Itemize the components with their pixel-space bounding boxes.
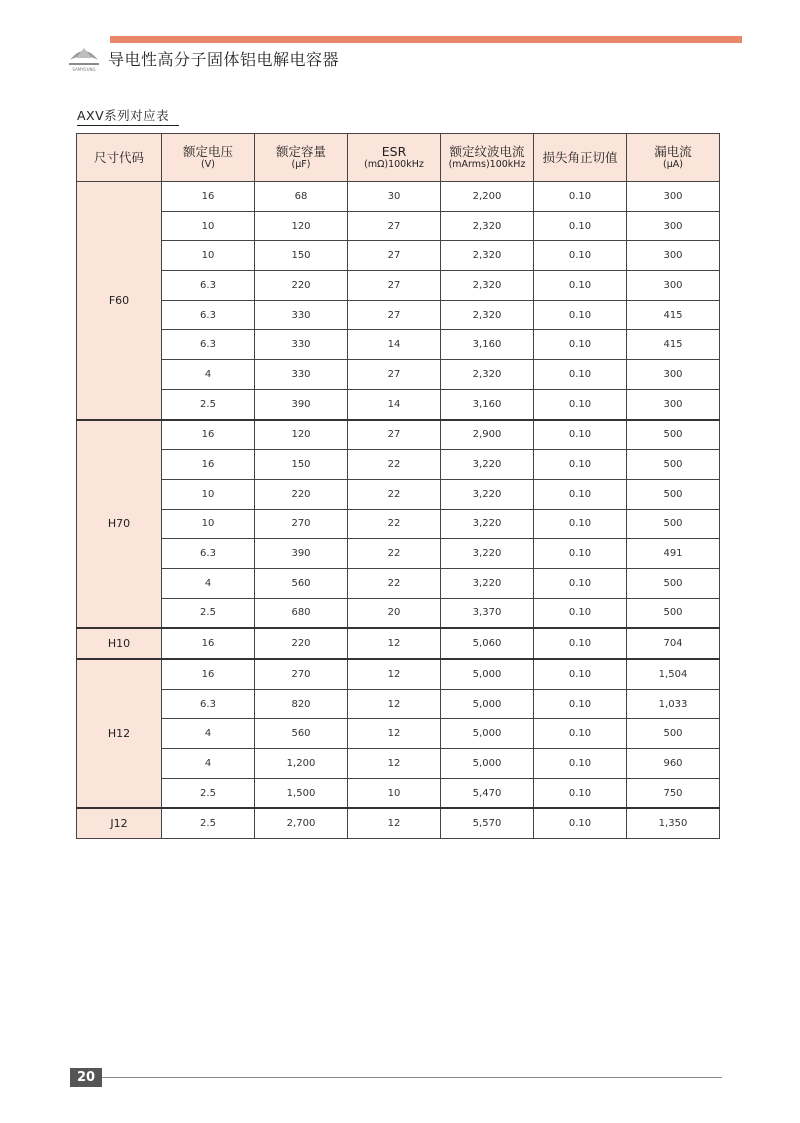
column-header-label: 漏电流 [654, 144, 692, 159]
table-cell: 16 [162, 450, 255, 480]
table-cell: 5,000 [441, 719, 534, 749]
table-row [77, 182, 720, 212]
table-cell: 120 [255, 211, 348, 241]
table-cell: 300 [627, 211, 720, 241]
table-row [77, 211, 720, 241]
column-header-unit: (V) [201, 159, 215, 170]
table-cell: 2,320 [441, 241, 534, 271]
table-cell: 10 [162, 211, 255, 241]
table-cell: 0.10 [534, 182, 627, 212]
table-cell: 20 [348, 598, 441, 628]
table-row [77, 420, 720, 450]
table-row [77, 628, 720, 659]
table-cell: 3,220 [441, 450, 534, 480]
table-header-row [77, 134, 720, 182]
table-cell: 1,500 [255, 778, 348, 808]
column-header [534, 134, 627, 182]
table-cell: 330 [255, 300, 348, 330]
page-title: 导电性高分子固体铝电解电容器 [108, 50, 340, 69]
table-cell: 680 [255, 598, 348, 628]
table-cell: 3,220 [441, 568, 534, 598]
table-cell: 220 [255, 628, 348, 659]
column-header-label: 损失角正切值 [542, 150, 618, 165]
table-row [77, 360, 720, 390]
table-cell: 14 [348, 389, 441, 419]
table-cell: 3,370 [441, 598, 534, 628]
table-cell: 12 [348, 659, 441, 689]
table-cell: 16 [162, 659, 255, 689]
table-body [77, 182, 720, 839]
table-cell: 5,000 [441, 749, 534, 779]
column-header [441, 134, 534, 182]
column-header-label: ESR [381, 144, 407, 159]
table-row [77, 241, 720, 271]
table-cell: 0.10 [534, 749, 627, 779]
table-cell: 270 [255, 659, 348, 689]
table-cell: 560 [255, 568, 348, 598]
table-row [77, 330, 720, 360]
column-header-unit: (mΩ)100kHz [364, 159, 424, 170]
table-cell: 0.10 [534, 689, 627, 719]
table-cell: 1,504 [627, 659, 720, 689]
table-cell: 0.10 [534, 808, 627, 838]
table-cell: 500 [627, 568, 720, 598]
table-cell: 27 [348, 420, 441, 450]
column-header-unit: (mArms)100kHz [448, 159, 526, 170]
table-row [77, 689, 720, 719]
table-cell: 22 [348, 539, 441, 569]
table-cell: 704 [627, 628, 720, 659]
table-cell: 390 [255, 389, 348, 419]
table-cell: 150 [255, 450, 348, 480]
table-cell: 12 [348, 719, 441, 749]
table-cell: 0.10 [534, 509, 627, 539]
size-code-cell: H12 [77, 659, 162, 808]
size-code-cell: J12 [77, 808, 162, 838]
table-cell: 500 [627, 598, 720, 628]
table-cell: 2,320 [441, 360, 534, 390]
table-cell: 12 [348, 628, 441, 659]
table-cell: 2.5 [162, 389, 255, 419]
table-cell: 0.10 [534, 420, 627, 450]
table-cell: 14 [348, 330, 441, 360]
table-cell: 220 [255, 479, 348, 509]
table-cell: 415 [627, 300, 720, 330]
table-cell: 2,700 [255, 808, 348, 838]
table-cell: 150 [255, 241, 348, 271]
column-header [255, 134, 348, 182]
table-cell: 27 [348, 300, 441, 330]
table-cell: 1,350 [627, 808, 720, 838]
table-cell: 10 [162, 509, 255, 539]
table-cell: 0.10 [534, 211, 627, 241]
table-cell: 300 [627, 389, 720, 419]
table-cell: 500 [627, 509, 720, 539]
column-header [627, 134, 720, 182]
table-cell: 960 [627, 749, 720, 779]
table-row [77, 509, 720, 539]
table-cell: 0.10 [534, 598, 627, 628]
table-cell: 0.10 [534, 778, 627, 808]
table-cell: 2,320 [441, 271, 534, 301]
table-row [77, 598, 720, 628]
table-cell: 6.3 [162, 330, 255, 360]
table-cell: 6.3 [162, 300, 255, 330]
page-number: 20 [70, 1068, 102, 1087]
table-cell: 750 [627, 778, 720, 808]
table-cell: 0.10 [534, 479, 627, 509]
table-cell: 0.10 [534, 360, 627, 390]
table-cell: 0.10 [534, 628, 627, 659]
table-cell: 300 [627, 360, 720, 390]
table-cell: 27 [348, 211, 441, 241]
column-header [348, 134, 441, 182]
table-cell: 22 [348, 450, 441, 480]
column-header-label: 尺寸代码 [93, 150, 144, 165]
table-row [77, 749, 720, 779]
table-cell: 500 [627, 719, 720, 749]
table-cell: 560 [255, 719, 348, 749]
table-cell: 5,000 [441, 659, 534, 689]
table-cell: 6.3 [162, 271, 255, 301]
table-cell: 0.10 [534, 539, 627, 569]
table-cell: 10 [162, 241, 255, 271]
table-title: AXV系列对应表 [77, 106, 179, 126]
table-cell: 27 [348, 241, 441, 271]
table-row [77, 808, 720, 838]
svg-text:SAMYOUNG: SAMYOUNG [72, 67, 96, 72]
table-cell: 2,320 [441, 211, 534, 241]
table-cell: 10 [162, 479, 255, 509]
table-row [77, 719, 720, 749]
table-cell: 500 [627, 479, 720, 509]
company-logo [66, 38, 102, 74]
table-cell: 0.10 [534, 719, 627, 749]
table-row [77, 271, 720, 301]
table-cell: 0.10 [534, 389, 627, 419]
column-header-label: 额定纹波电流 [449, 144, 525, 159]
table-row [77, 450, 720, 480]
table-cell: 4 [162, 360, 255, 390]
table-cell: 6.3 [162, 689, 255, 719]
table-cell: 22 [348, 479, 441, 509]
table-row [77, 659, 720, 689]
table-cell: 30 [348, 182, 441, 212]
table-row [77, 389, 720, 419]
table-cell: 500 [627, 420, 720, 450]
table-cell: 300 [627, 271, 720, 301]
column-header [162, 134, 255, 182]
table-cell: 22 [348, 568, 441, 598]
table-cell: 16 [162, 420, 255, 450]
table-cell: 491 [627, 539, 720, 569]
table-cell: 3,220 [441, 539, 534, 569]
table-row [77, 568, 720, 598]
size-code-cell: H70 [77, 420, 162, 629]
table-cell: 12 [348, 808, 441, 838]
table-cell: 820 [255, 689, 348, 719]
table-cell: 270 [255, 509, 348, 539]
table-cell: 0.10 [534, 330, 627, 360]
table-cell: 2,200 [441, 182, 534, 212]
table-cell: 390 [255, 539, 348, 569]
table-cell: 220 [255, 271, 348, 301]
table-cell: 10 [348, 778, 441, 808]
header-accent-bar [110, 36, 742, 43]
table-cell: 300 [627, 241, 720, 271]
table-cell: 3,160 [441, 389, 534, 419]
table-cell: 330 [255, 330, 348, 360]
table-cell: 4 [162, 749, 255, 779]
table-cell: 2.5 [162, 778, 255, 808]
table-cell: 0.10 [534, 659, 627, 689]
table-cell: 12 [348, 749, 441, 779]
table-row [77, 479, 720, 509]
footer-divider [102, 1077, 722, 1078]
table-cell: 5,000 [441, 689, 534, 719]
column-header-unit: (μA) [663, 159, 683, 170]
table-cell: 22 [348, 509, 441, 539]
size-code-cell: F60 [77, 182, 162, 420]
table-cell: 27 [348, 271, 441, 301]
table-cell: 3,220 [441, 479, 534, 509]
table-cell: 16 [162, 182, 255, 212]
table-cell: 0.10 [534, 271, 627, 301]
table-cell: 3,220 [441, 509, 534, 539]
table-cell: 4 [162, 568, 255, 598]
samyoung-logo-icon [66, 38, 102, 74]
table-cell: 415 [627, 330, 720, 360]
column-header-unit: (μF) [291, 159, 311, 170]
table-cell: 68 [255, 182, 348, 212]
table-cell: 1,200 [255, 749, 348, 779]
table-row [77, 539, 720, 569]
table-cell: 6.3 [162, 539, 255, 569]
table-cell: 300 [627, 182, 720, 212]
table-cell: 5,570 [441, 808, 534, 838]
table-cell: 2.5 [162, 598, 255, 628]
table-cell: 12 [348, 689, 441, 719]
table-cell: 27 [348, 360, 441, 390]
table-cell: 16 [162, 628, 255, 659]
table-cell: 0.10 [534, 300, 627, 330]
table-cell: 0.10 [534, 450, 627, 480]
table-cell: 5,060 [441, 628, 534, 659]
table-cell: 5,470 [441, 778, 534, 808]
table-row [77, 300, 720, 330]
column-header [77, 134, 162, 182]
table-cell: 330 [255, 360, 348, 390]
table-cell: 0.10 [534, 241, 627, 271]
table-cell: 3,160 [441, 330, 534, 360]
table-cell: 120 [255, 420, 348, 450]
column-header-label: 额定容量 [275, 144, 326, 159]
table-cell: 1,033 [627, 689, 720, 719]
table-cell: 2,900 [441, 420, 534, 450]
column-header-label: 额定电压 [182, 144, 233, 159]
table-cell: 2.5 [162, 808, 255, 838]
table-row [77, 778, 720, 808]
size-code-cell: H10 [77, 628, 162, 659]
table-cell: 2,320 [441, 300, 534, 330]
table-cell: 500 [627, 450, 720, 480]
table-cell: 0.10 [534, 568, 627, 598]
spec-table [76, 133, 720, 839]
table-cell: 4 [162, 719, 255, 749]
